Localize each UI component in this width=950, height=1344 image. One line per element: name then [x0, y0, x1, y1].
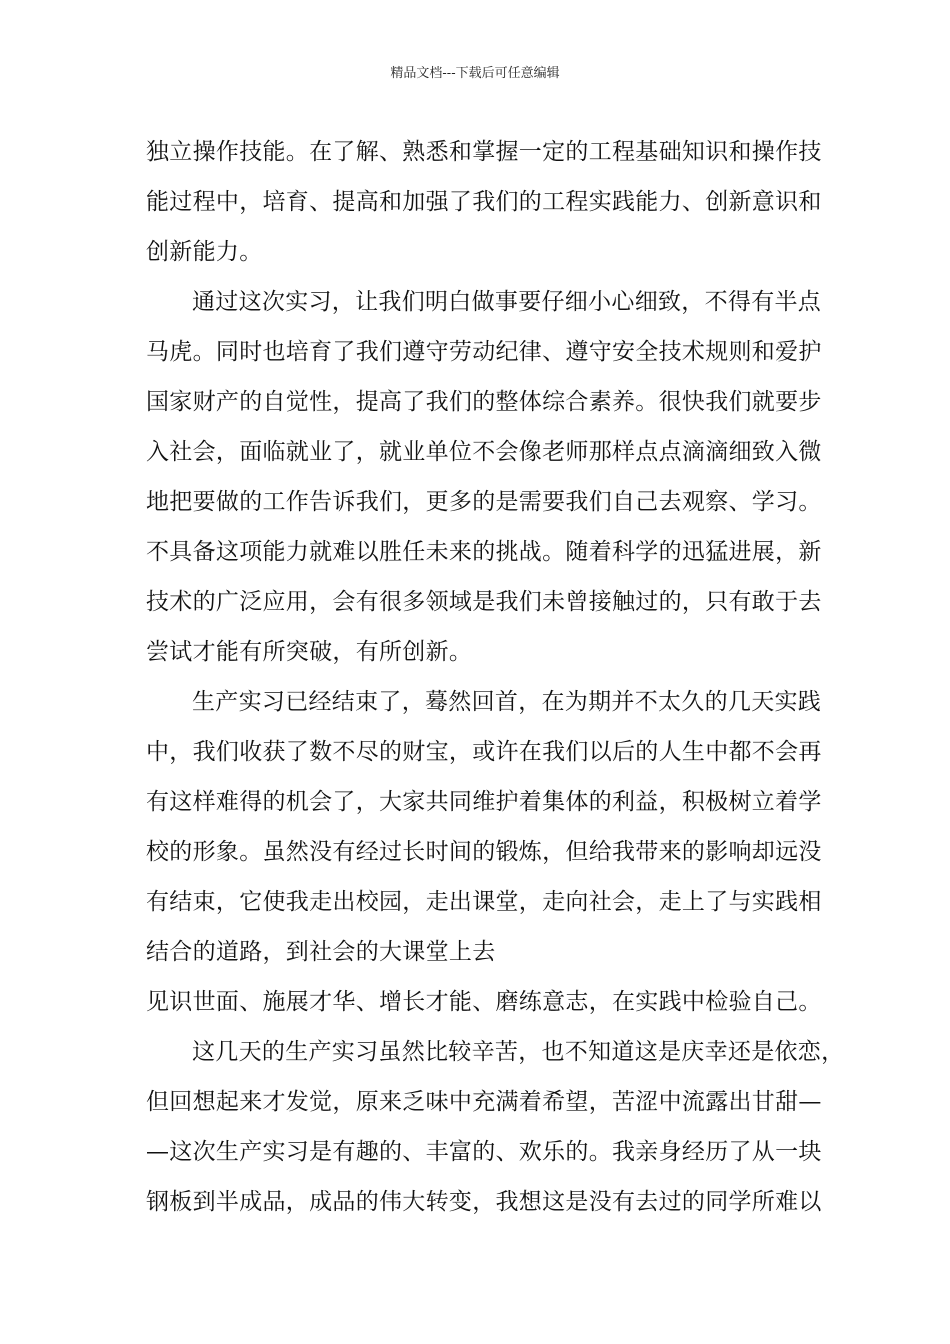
text-line: 尝试才能有所突破，有所创新。 [146, 639, 473, 665]
text-line: 国家财产的自觉性，提高了我们的整体综合素养。很快我们就要步 [146, 389, 822, 415]
text-line: 生产实习已经结束了，蓦然回首，在为期并不太久的几天实践 [192, 689, 822, 715]
text-line: 通过这次实习，让我们明白做事要仔细小心细致，不得有半点 [192, 289, 822, 315]
text-line: —这次生产实习是有趣的、丰富的、欢乐的。我亲身经历了从一块 [146, 1139, 822, 1165]
text-line: 技术的广泛应用，会有很多领域是我们未曾接触过的，只有敢于去 [146, 589, 822, 615]
text-line: 钢板到半成品，成品的伟大转变，我想这是没有去过的同学所难以 [146, 1189, 822, 1215]
text-line: 中，我们收获了数不尽的财宝，或许在我们以后的人生中都不会再 [146, 739, 822, 765]
text-line: 马虎。同时也培育了我们遵守劳动纪律、遵守安全技术规则和爱护 [146, 339, 822, 365]
text-line: 校的形象。虽然没有经过长时间的锻炼，但给我带来的影响却远没 [146, 839, 822, 865]
text-line: 不具备这项能力就难以胜任未来的挑战。随着科学的迅猛进展，新 [146, 539, 822, 565]
text-line: 这几天的生产实习虽然比较辛苦，也不知道这是庆幸还是依恋， [192, 1039, 845, 1065]
document-body [146, 127, 845, 1227]
text-line: 独立操作技能。在了解、熟悉和掌握一定的工程基础知识和操作技 [146, 139, 822, 165]
text-line: 入社会，面临就业了，就业单位不会像老师那样点点滴滴细致入微 [146, 439, 822, 465]
text-line: 能过程中，培育、提高和加强了我们的工程实践能力、创新意识和 [146, 189, 822, 215]
text-line: 有结束，它使我走出校园，走出课堂，走向社会，走上了与实践相 [146, 889, 822, 915]
text-line: 但回想起来才发觉，原来乏味中充满着希望，苦涩中流露出甘甜— [146, 1089, 822, 1115]
text-line: 创新能力。 [146, 239, 263, 265]
text-line: 有这样难得的机会了，大家共同维护着集体的利益，积极树立着学 [146, 789, 822, 815]
page-header: 精品文档---下载后可任意编辑 [390, 66, 560, 81]
text-line: 结合的道路，到社会的大课堂上去 [146, 939, 496, 965]
text-line: 见识世面、施展才华、增长才能、磨练意志，在实践中检验自己。 [146, 989, 822, 1015]
text-line: 地把要做的工作告诉我们，更多的是需要我们自己去观察、学习。 [146, 489, 822, 515]
